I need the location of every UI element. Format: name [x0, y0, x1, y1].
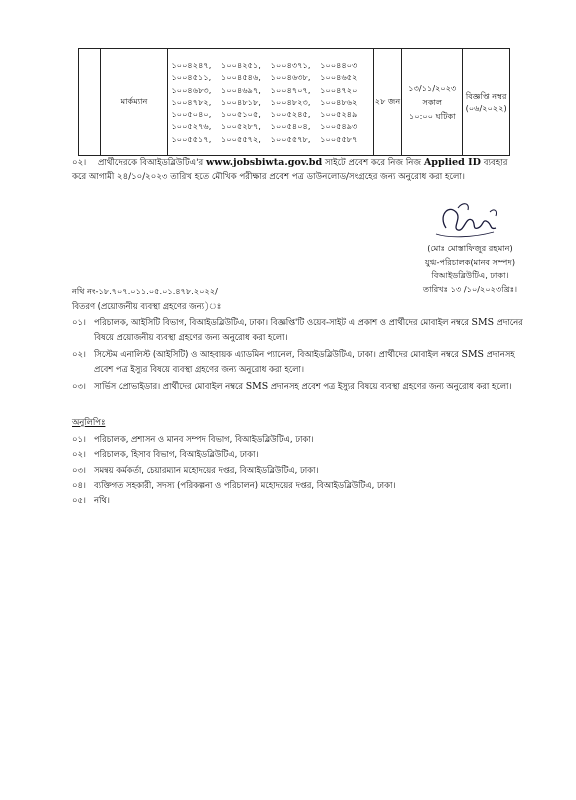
item-number: ০২।	[72, 349, 86, 359]
signatory-name: (মোঃ মোস্তাফিজুর রহমান)	[427, 243, 513, 253]
item-number: ০৩।	[72, 464, 86, 475]
candidate-count-cell: ২৮ জন	[373, 49, 402, 156]
memo-number: নথি নং-১৮.৭০৭.০১১.০৫.০১.৪৭৮.২০২২/	[72, 286, 218, 296]
item-text: নথি।	[94, 495, 110, 506]
roll-number: ১০০৫৪৯৩	[320, 121, 358, 132]
roll-number: ১০০৫২৪৫,	[270, 109, 311, 120]
roll-row	[171, 96, 369, 108]
list-item	[72, 432, 532, 447]
item-text: পরিচালক, হিসাব বিভাগ, বিআইডব্লিউটিএ, ঢাকা।	[94, 449, 259, 460]
item-number: ০৩।	[72, 381, 86, 391]
roll-number: ১০০৫২৪৯	[320, 109, 358, 120]
roll-number: ১০০৫৫৭৮,	[270, 133, 311, 144]
roll-number: ১০০৪৭৮২,	[171, 96, 212, 107]
paragraph-text: প্রার্থীদেরকে বিআইডব্লিউটিএ'র	[98, 158, 206, 168]
paragraph-text: ব্যবহার করে আগামী ২৪/১০/২০২৩ তারিখ হতে মৌখিক পরীক্ষার প্রবেশ পত্র ডাউনলোড/সংগ্রহের জন্য অনুরোধ করা হলো।	[72, 158, 508, 182]
list-item	[72, 478, 532, 493]
paragraph-text: সাইটে প্রবেশ করে নিজ নিজ	[322, 158, 424, 168]
item-number: ০৫।	[72, 495, 86, 506]
item-text: সমন্বয় কর্মকর্তা, চেয়ারম্যান মহোদয়ের দপ্তর, বিআইডব্লিউটিএ, ঢাকা।	[94, 464, 319, 475]
item-text: ব্যক্তিগত সহকারী, সদস্য (পরিকল্পনা ও পরিচালন) মহোদয়ের দপ্তর, বিআইডব্লিউটিএ, ঢাকা।	[94, 479, 396, 490]
roll-number: ১০০৪২৪৭,	[171, 59, 212, 70]
roll-number: ১০০৪৩৭১,	[270, 59, 311, 70]
website-link[interactable]: www.jobsbiwta.gov.bd	[206, 157, 323, 168]
notice-label: বিজ্ঞপ্তি নম্বর	[465, 91, 507, 101]
roll-number: ১০০৫১০৫,	[221, 109, 261, 120]
roll-number: ১০০৪৫৪৬,	[221, 72, 261, 83]
roll-number: ১০০৪২৫১,	[221, 59, 261, 70]
roll-number: ১০০৪৬৫২	[320, 72, 358, 83]
serial-cell	[79, 49, 101, 156]
item-text: সার্ভিস প্রোভাইডার। প্রার্থীদের মোবাইল নম্বরে SMS প্রদানসহ প্রবেশ পত্র ইস্যুর বিষয়ে ব্যবস্থা গ্রহণের জন্য অনুরোধ করা হলো।	[94, 381, 512, 392]
signature-date: তারিখঃ ১৩ /১০/২০২৩খ্রিঃ।	[422, 283, 518, 294]
roll-number: ১০০৫৫৮৭	[320, 133, 358, 144]
item-text: সিস্টেম এনালিস্ট (আইসিটি) ও আহবায়ক এ্যাডমিন প্যানেল, বিআইডব্লিউটিএ, ঢাকা। প্রার্থীদের মোবাইল নম্বরে SMS প্রদানসহ প্রবেশ পত্র ইস্যুর বিষয়ে ব্যবস্থা গ্রহণের জন্য অনুরোধ করা হলো।	[94, 349, 515, 374]
distribution-title: বিতরণ (প্রয়োজনীয় ব্যবস্থা গ্রহণের জন্য)ঃ	[72, 301, 222, 311]
roll-number: ১০০৪৮৬২	[320, 96, 358, 107]
roll-row	[171, 133, 369, 145]
copies-title: অনুলিপিঃ	[72, 417, 106, 427]
distribution-list	[72, 315, 532, 397]
post-name-cell: মার্কম্যান	[100, 49, 168, 156]
list-item	[72, 493, 532, 508]
signature-block	[400, 198, 540, 296]
applied-id-text: Applied ID	[423, 157, 481, 168]
list-item	[72, 347, 532, 376]
signatory-office: বিআইডব্লিউটিএ, ঢাকা।	[431, 270, 509, 280]
roll-number: ১০০৪৮১৮,	[221, 96, 261, 107]
notice-number: (০৬/২০২২)	[465, 103, 507, 113]
exam-time: ১০:০০ ঘটিকা	[409, 111, 456, 121]
roll-row	[171, 59, 369, 71]
paragraph-number: ০২।	[72, 158, 87, 168]
item-number: ০৪।	[72, 479, 86, 490]
table-row	[79, 49, 510, 156]
signatory-designation: যুগ্ম-পরিচালক(মানব সম্পদ)	[424, 256, 516, 267]
roll-number: ১০০৪৭০৭,	[270, 84, 311, 95]
roll-number: ১০০৫৫১৭,	[171, 133, 212, 144]
item-number: ০১।	[72, 434, 86, 444]
exam-date: ১৩/১১/২০২৩	[408, 83, 457, 93]
roll-number: ১০০৪৮২৩,	[270, 96, 311, 107]
list-item	[72, 463, 532, 478]
notice-cell	[463, 49, 510, 156]
list-item	[72, 315, 532, 344]
roll-row	[171, 108, 369, 120]
roll-number: ১০০৪৪০৩	[320, 59, 358, 70]
roll-number: ১০০৪৬৯৭,	[221, 84, 261, 95]
roll-numbers-cell	[168, 49, 373, 156]
roll-number: ১০০৫৫৭২,	[221, 133, 261, 144]
item-text: পরিচালক, আইসিটি বিভাগ, বিআইডব্লিউটিএ, ঢাকা। বিজ্ঞপ্তি'টি ওয়েব-সাইট এ প্রকাশ ও প্রার্থীদের মোবাইল নম্বরে SMS প্রদানের বিষয়ে প্রয়োজনীয় ব্যবস্থা গ্রহণের জন্য অনুরোধ করা হলো।	[94, 317, 523, 342]
roll-number: ১০০৪৫১১,	[171, 72, 212, 83]
roll-number: ১০০৪৬৮৩,	[171, 84, 212, 95]
exam-schedule-cell	[402, 49, 463, 156]
roll-number: ১০০৫০৪০,	[171, 109, 212, 120]
list-item	[72, 447, 532, 462]
roll-row	[171, 120, 369, 132]
copies-list	[72, 432, 532, 508]
roll-row	[171, 84, 369, 96]
exam-session: সকাল	[422, 97, 443, 107]
roll-number: ১০০৫৪০৪,	[270, 121, 311, 132]
item-text: পরিচালক, প্রশাসন ও মানব সম্পদ বিভাগ, বিআইডব্লিউটিএ, ঢাকা।	[94, 434, 314, 444]
roll-row	[171, 71, 369, 83]
instruction-paragraph	[72, 156, 512, 184]
item-number: ০২।	[72, 449, 86, 460]
roll-number: ১০০৫২৮৭,	[221, 121, 261, 132]
roll-number: ১০০৫২৭৬,	[171, 121, 212, 132]
item-number: ০১।	[72, 317, 86, 327]
roll-number: ১০০৪৬৩৮,	[270, 72, 311, 83]
signature-image	[428, 198, 508, 242]
roll-number: ১০০৪৭২০	[320, 84, 358, 95]
list-item	[72, 379, 532, 394]
roll-number-table	[78, 48, 510, 156]
